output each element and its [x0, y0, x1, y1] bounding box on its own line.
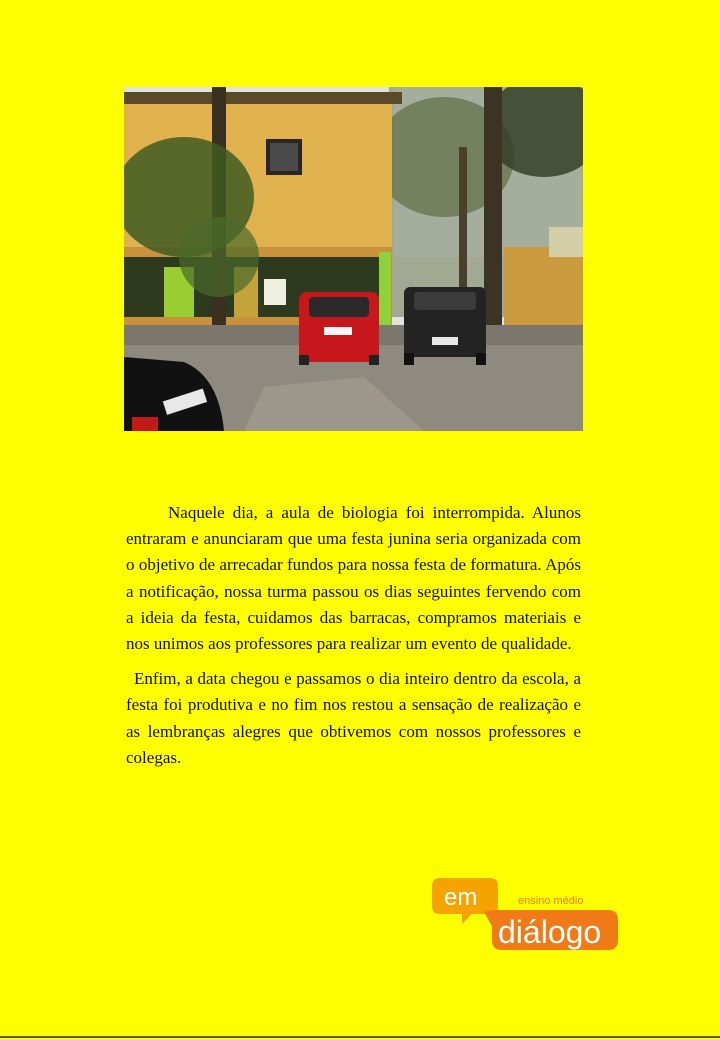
- logo-em-text: em: [444, 884, 478, 911]
- logo-dialogo-text: diálogo: [498, 914, 602, 950]
- logo-tagline: ensino médio: [518, 895, 584, 907]
- page-bottom-rule: [0, 1036, 720, 1038]
- body-text: [126, 500, 581, 771]
- paragraph-2: Enfim, a data chegou e passamos o dia inteiro dentro da escola, a festa foi produtiva e no fim nos restou a sensação de realização e as lembranças alegres que obtivemos com nossos professores e colegas.: [126, 669, 581, 767]
- paragraph-1: Naquele dia, a aula de biologia foi interrompida. Alunos entraram e anunciaram que uma festa junina seria organizada com o objetivo de arrecadar fundos para nossa festa de formatura. Após a notificação, nossa turma passou os dias seguintes fervendo com a ideia da festa, cuidamos das barracas, compramos materiais e nos unimos aos professores para realizar um evento de qualidade.: [126, 503, 581, 654]
- em-dialogo-logo: [432, 876, 618, 954]
- school-building-photo: [124, 87, 583, 431]
